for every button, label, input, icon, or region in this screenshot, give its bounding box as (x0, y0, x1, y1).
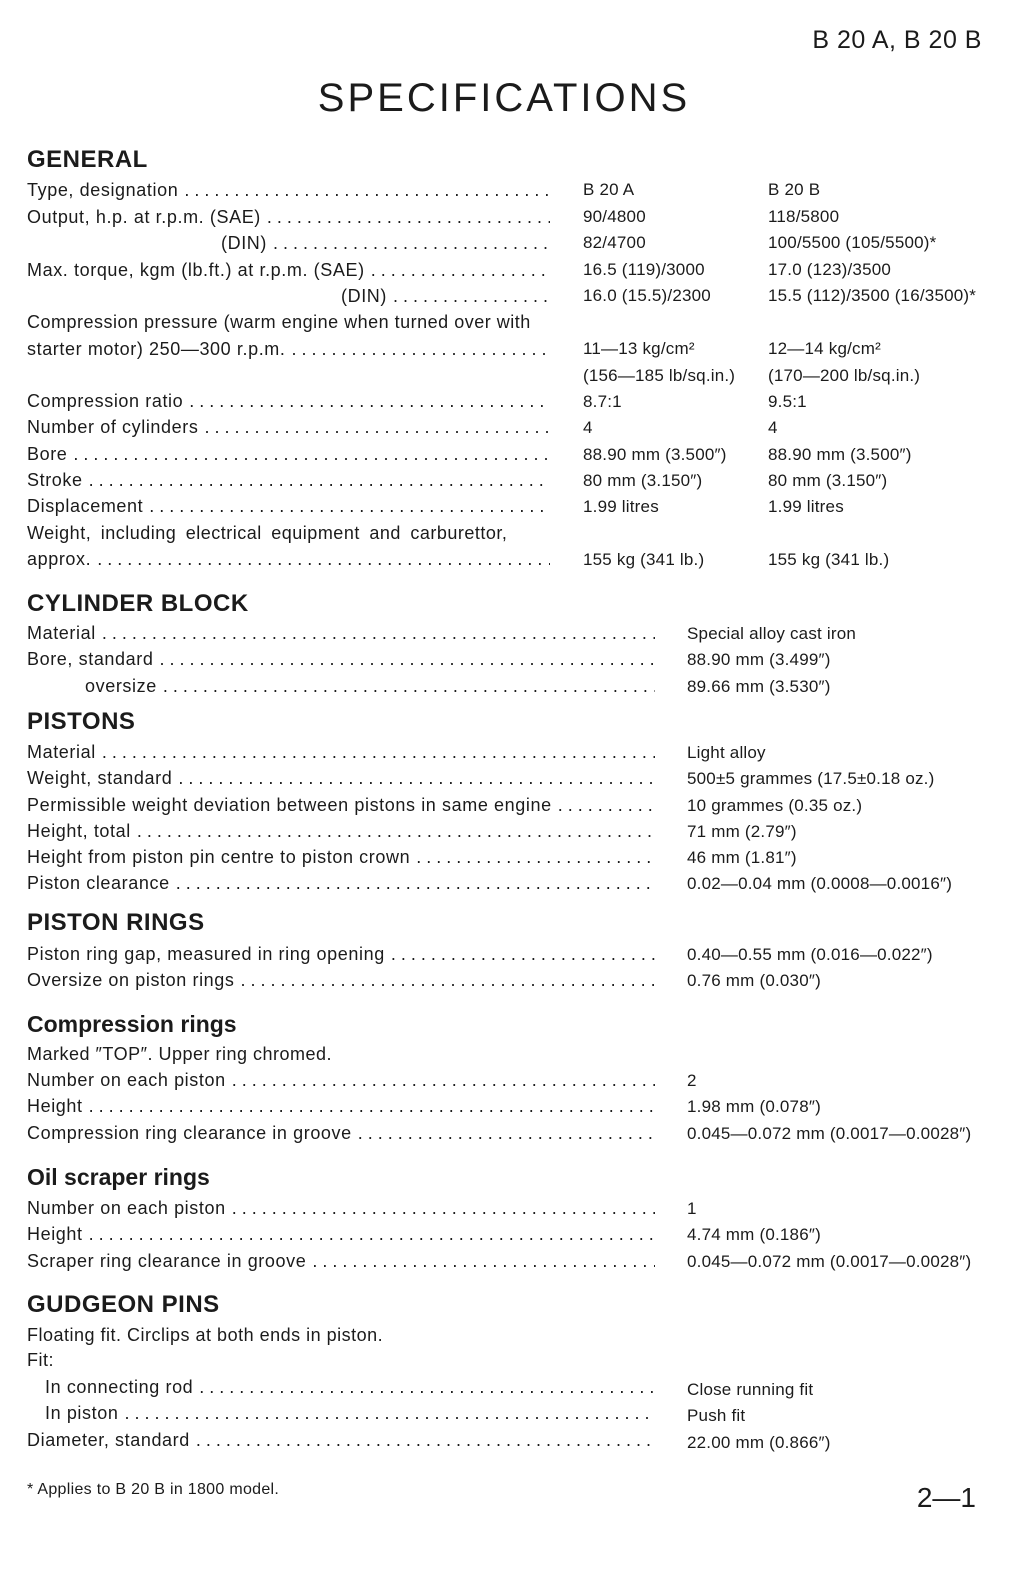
value-b20b-type: B 20 B (768, 180, 821, 199)
value-piston-pin-height: 46 mm (1.81″) (687, 848, 797, 867)
value-b20a-displacement: 1.99 litres (583, 497, 659, 516)
spec-row-block-oversize (27, 673, 659, 699)
spec-row-compression-number (27, 1067, 659, 1093)
spec-row-oil-clearance (27, 1248, 659, 1274)
leader-dots (89, 1221, 655, 1247)
spec-row-ring-gap (27, 941, 659, 967)
gudgeon-pins-note: Floating fit. Circlips at both ends in piston. (27, 1325, 384, 1345)
leader-dots (232, 1195, 655, 1221)
value-oil-clearance: 0.045—0.072 mm (0.0017—0.0028″) (687, 1252, 972, 1271)
value-gudgeon-piston: Push fit (687, 1406, 746, 1425)
spec-label: Scraper ring clearance in groove (27, 1251, 307, 1271)
spec-row-gudgeon-diameter (27, 1427, 659, 1453)
spec-label: oversize (85, 676, 157, 696)
value-ring-oversize: 0.76 mm (0.030″) (687, 971, 821, 990)
leader-dots (232, 1067, 655, 1093)
section-heading-gudgeon-pins: GUDGEON PINS (27, 1291, 220, 1318)
leader-dots (149, 493, 550, 519)
spec-label: (DIN) (341, 286, 387, 306)
section-heading-pistons: PISTONS (27, 708, 136, 735)
value-b20b-stroke: 80 mm (3.150″) (768, 471, 888, 490)
spec-row-torque-din (27, 283, 554, 309)
leader-dots (292, 336, 551, 362)
spec-row-gudgeon-piston (27, 1400, 659, 1426)
value-block-oversize: 89.66 mm (3.530″) (687, 677, 831, 696)
footnote: * Applies to B 20 B in 1800 model. (27, 1481, 280, 1498)
spec-label: approx. (27, 549, 92, 569)
value-b20a-ratio: 8.7:1 (583, 392, 622, 411)
spec-row-cylinders (27, 414, 554, 440)
leader-dots (102, 739, 655, 765)
value-b20a-output-din: 82/4700 (583, 233, 646, 252)
spec-label: Height from piston pin centre to piston crown (27, 847, 411, 867)
spec-row-type (27, 177, 554, 203)
value-b20b-torque-sae: 17.0 (123)/3500 (768, 260, 892, 279)
spec-label: Height, total (27, 821, 131, 841)
spec-label: Type, designation (27, 180, 179, 200)
compression-rings-note: Marked ″TOP″. Upper ring chromed. (27, 1044, 333, 1064)
value-piston-height: 71 mm (2.79″) (687, 822, 797, 841)
leader-dots (178, 765, 655, 791)
leader-dots (558, 792, 655, 818)
spec-label: Material (27, 623, 96, 643)
spec-label: Max. torque, kgm (lb.ft.) at r.p.m. (SAE) (27, 260, 365, 280)
value-b20b-compression: 12—14 kg/cm² (768, 339, 881, 358)
spec-label: Compression ratio (27, 391, 184, 411)
spec-row-displacement (27, 493, 554, 519)
section-heading-general: GENERAL (27, 146, 148, 173)
spec-row-compression-height (27, 1093, 659, 1119)
spec-row-ring-oversize (27, 967, 659, 993)
spec-label: Oversize on piston rings (27, 970, 235, 990)
value-b20a-bore: 88.90 mm (3.500″) (583, 445, 727, 464)
leader-dots (159, 646, 655, 672)
spec-label: Bore (27, 444, 68, 464)
value-piston-material: Light alloy (687, 743, 766, 762)
leader-dots (312, 1248, 655, 1274)
value-b20a-type: B 20 A (583, 180, 635, 199)
spec-row-piston-height (27, 818, 659, 844)
spec-label: Height (27, 1096, 83, 1116)
value-b20a-cylinders: 4 (583, 418, 593, 437)
leader-dots (73, 441, 550, 467)
spec-label: In connecting rod (45, 1377, 194, 1397)
spec-row-weight (27, 546, 554, 572)
spec-row-piston-material (27, 739, 659, 765)
value-compression-number: 2 (687, 1071, 697, 1090)
value-b20a-compression-imperial: (156—185 lb/sq.in.) (583, 366, 736, 385)
value-b20a-weight: 155 kg (341 lb.) (583, 550, 705, 569)
spec-label: Bore, standard (27, 649, 154, 669)
spec-label: Compression ring clearance in groove (27, 1123, 352, 1143)
spec-label: (DIN) (221, 233, 267, 253)
spec-row-piston-pin-height (27, 844, 659, 870)
value-b20b-weight: 155 kg (341 lb.) (768, 550, 890, 569)
spec-row-bore (27, 441, 554, 467)
value-b20a-torque-sae: 16.5 (119)/3000 (583, 260, 705, 279)
page-number: 2—1 (916, 1482, 976, 1513)
spec-label: In piston (45, 1403, 119, 1423)
spec-label: Weight, standard (27, 768, 173, 788)
spec-row-piston-clearance (27, 870, 659, 896)
value-block-material: Special alloy cast iron (687, 624, 857, 643)
spec-row-piston-deviation (27, 792, 659, 818)
leader-dots (89, 467, 550, 493)
leader-dots (199, 1374, 655, 1400)
spec-row-torque-sae (27, 257, 554, 283)
value-b20a-compression: 11—13 kg/cm² (583, 339, 695, 358)
value-gudgeon-diameter: 22.00 mm (0.866″) (687, 1433, 831, 1452)
leader-dots (184, 177, 550, 203)
spec-row-piston-weight (27, 765, 659, 791)
leader-dots (97, 546, 550, 572)
value-piston-weight: 500±5 grammes (17.5±0.18 oz.) (687, 769, 935, 788)
section-heading-cylinder-block: CYLINDER BLOCK (27, 590, 249, 617)
value-ring-gap: 0.40—0.55 mm (0.016—0.022″) (687, 945, 933, 964)
value-compression-clearance: 0.045—0.072 mm (0.0017—0.0028″) (687, 1124, 972, 1143)
value-b20b-bore: 88.90 mm (3.500″) (768, 445, 912, 464)
spec-label: Output, h.p. at r.p.m. (SAE) (27, 207, 261, 227)
spec-row-output-din (27, 230, 554, 256)
spec-label: Stroke (27, 470, 83, 490)
value-b20b-cylinders: 4 (768, 418, 778, 437)
spec-row-compression (27, 336, 554, 362)
spec-label: Number on each piston (27, 1198, 226, 1218)
spec-row-stroke (27, 467, 554, 493)
spec-label: Material (27, 742, 96, 762)
spec-label: Number of cylinders (27, 417, 199, 437)
leader-dots (196, 1427, 655, 1453)
value-gudgeon-rod: Close running fit (687, 1380, 814, 1399)
value-oil-number: 1 (687, 1199, 697, 1218)
value-b20b-output-sae: 118/5800 (768, 207, 840, 226)
spec-label-weight-line1: Weight, including electrical equipment and carburettor, (27, 523, 508, 543)
spec-label: Displacement (27, 496, 144, 516)
leader-dots (89, 1093, 655, 1119)
spec-label: Piston clearance (27, 873, 170, 893)
spec-label: Height (27, 1224, 83, 1244)
spec-label: Permissible weight deviation between pistons in same engine (27, 795, 552, 815)
leader-dots (189, 388, 550, 414)
value-oil-height: 4.74 mm (0.186″) (687, 1225, 821, 1244)
spec-row-block-bore (27, 646, 659, 672)
value-b20b-ratio: 9.5:1 (768, 392, 807, 411)
value-b20a-torque-din: 16.0 (15.5)/2300 (583, 286, 711, 305)
value-b20b-torque-din: 15.5 (112)/3500 (16/3500)* (768, 286, 977, 305)
leader-dots (176, 870, 655, 896)
leader-dots (102, 620, 655, 646)
value-piston-deviation: 10 grammes (0.35 oz.) (687, 796, 863, 815)
leader-dots (416, 844, 655, 870)
spec-row-block-material (27, 620, 659, 646)
leader-dots (204, 414, 550, 440)
spec-label: Diameter, standard (27, 1430, 190, 1450)
leader-dots (273, 230, 550, 256)
subheading-compression-rings: Compression rings (27, 1011, 237, 1037)
value-b20b-displacement: 1.99 litres (768, 497, 844, 516)
leader-dots (371, 257, 550, 283)
spec-row-gudgeon-rod (27, 1374, 659, 1400)
page-title: SPECIFICATIONS (317, 76, 691, 120)
model-designation: B 20 A, B 20 B (812, 26, 982, 54)
subheading-oil-scraper-rings: Oil scraper rings (27, 1164, 210, 1190)
spec-row-ratio (27, 388, 554, 414)
value-b20b-output-din: 100/5500 (105/5500)* (768, 233, 937, 252)
value-b20a-stroke: 80 mm (3.150″) (583, 471, 703, 490)
leader-dots (393, 283, 550, 309)
value-compression-height: 1.98 mm (0.078″) (687, 1097, 821, 1116)
leader-dots (124, 1400, 655, 1426)
leader-dots (358, 1120, 655, 1146)
leader-dots (163, 673, 655, 699)
leader-dots (267, 204, 550, 230)
spec-label: Piston ring gap, measured in ring opening (27, 944, 385, 964)
leader-dots (241, 967, 656, 993)
spec-row-oil-height (27, 1221, 659, 1247)
leader-dots (137, 818, 655, 844)
value-block-bore: 88.90 mm (3.499″) (687, 650, 831, 669)
spec-row-output-sae (27, 204, 554, 230)
gudgeon-fit-label: Fit: (27, 1350, 54, 1370)
value-piston-clearance: 0.02—0.04 mm (0.0008—0.0016″) (687, 874, 953, 893)
section-heading-piston-rings: PISTON RINGS (27, 909, 205, 936)
spec-label: starter motor) 250—300 r.p.m. (27, 339, 286, 359)
spec-row-compression-clearance (27, 1120, 659, 1146)
value-b20b-compression-imperial: (170—200 lb/sq.in.) (768, 366, 921, 385)
spec-label-compression-line1: Compression pressure (warm engine when turned over with (27, 312, 531, 332)
leader-dots (391, 941, 655, 967)
value-b20a-output-sae: 90/4800 (583, 207, 646, 226)
spec-label: Number on each piston (27, 1070, 226, 1090)
spec-row-oil-number (27, 1195, 659, 1221)
